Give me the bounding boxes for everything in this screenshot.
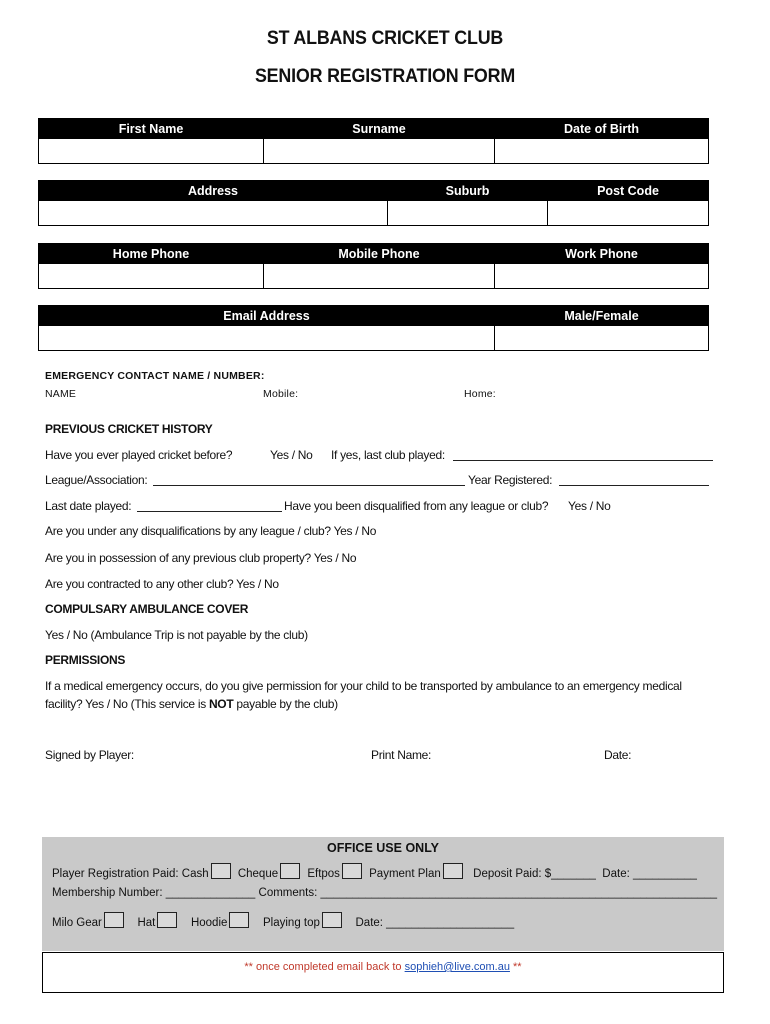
phone-table — [38, 243, 709, 289]
permissions-line-1: If a medical emergency occurs, do you give permission for your child to be transported by ambulance to an emergency medical — [45, 679, 682, 693]
milo-gear-label: Milo Gear — [52, 917, 102, 929]
postcode-field[interactable] — [548, 201, 709, 226]
suburb-field[interactable] — [388, 201, 548, 226]
first-name-field[interactable] — [39, 139, 264, 164]
payment-plan-label: Payment Plan — [369, 868, 441, 880]
notice-pre: ** once completed email back to — [244, 961, 405, 973]
last-club-line[interactable] — [453, 450, 713, 461]
last-date-label: Last date played: — [45, 499, 132, 513]
gear-row — [52, 912, 514, 929]
league-line[interactable] — [153, 475, 465, 486]
address-table — [38, 180, 709, 226]
home-phone-field[interactable] — [39, 264, 264, 289]
email-link[interactable]: sophieh@live.com.au — [404, 961, 510, 973]
signature-date-label: Date: — [604, 748, 632, 762]
cash-label: Cash — [181, 868, 209, 880]
home-phone-header: Home Phone — [39, 244, 264, 264]
played-before-question: Have you ever played cricket before? — [45, 448, 233, 462]
print-name-label: Print Name: — [371, 748, 432, 762]
payment-date-label[interactable]: Date: __________ — [602, 868, 697, 880]
hoodie-label: Hoodie — [190, 917, 228, 929]
address-header: Address — [39, 181, 388, 201]
permissions-heading: PERMISSIONS — [45, 653, 126, 667]
hoodie-checkbox[interactable] — [229, 912, 249, 928]
form-title: SENIOR REGISTRATION FORM — [254, 66, 516, 87]
email-notice — [42, 952, 724, 993]
suburb-header: Suburb — [388, 181, 548, 201]
cheque-checkbox[interactable] — [280, 863, 300, 879]
club-title: ST ALBANS CRICKET CLUB — [266, 28, 504, 49]
email-header: Email Address — [39, 306, 495, 326]
email-field[interactable] — [39, 326, 495, 351]
work-phone-header: Work Phone — [495, 244, 709, 264]
year-registered-label: Year Registered: — [468, 473, 553, 487]
address-field[interactable] — [39, 201, 388, 226]
postcode-header: Post Code — [548, 181, 709, 201]
permissions-line-2 — [45, 697, 338, 711]
comments-label[interactable]: Comments: ______________________________________________________________ — [258, 887, 718, 899]
signed-by-player-label: Signed by Player: — [45, 748, 134, 762]
club-property-question: Are you in possession of any previous club property? Yes / No — [45, 551, 357, 565]
surname-field[interactable] — [264, 139, 495, 164]
under-disqualification-question: Are you under any disqualifications by any league / club? Yes / No — [45, 524, 377, 538]
disqualified-answer[interactable]: Yes / No — [568, 499, 611, 513]
mobile-phone-field[interactable] — [264, 264, 495, 289]
hat-label: Hat — [137, 917, 156, 929]
payment-row — [52, 863, 697, 880]
milo-gear-checkbox[interactable] — [104, 912, 124, 928]
ambulance-text: Yes / No (Ambulance Trip is not payable by the club) — [45, 628, 308, 642]
contracted-question: Are you contracted to any other club? Yes / No — [45, 577, 279, 591]
playing-top-checkbox[interactable] — [322, 912, 342, 928]
permissions-not: NOT — [208, 697, 234, 711]
deposit-paid-label[interactable]: Deposit Paid: $_______ — [473, 868, 596, 880]
league-label: League/Association: — [45, 473, 148, 487]
membership-number-label[interactable]: Membership Number: ______________ — [52, 887, 256, 899]
dob-header: Date of Birth — [495, 119, 709, 139]
office-use-heading: OFFICE USE ONLY — [326, 841, 440, 855]
emergency-home-label: Home: — [464, 388, 496, 400]
emergency-heading: EMERGENCY CONTACT NAME / NUMBER: — [45, 370, 265, 382]
personal-details-table — [38, 118, 709, 164]
emergency-mobile-label: Mobile: — [263, 388, 299, 400]
ambulance-heading: COMPULSARY AMBULANCE COVER — [45, 602, 249, 616]
mobile-phone-header: Mobile Phone — [264, 244, 495, 264]
hat-checkbox[interactable] — [157, 912, 177, 928]
membership-row — [52, 887, 717, 899]
permissions-line-2-pre: facility? Yes / No (This service is — [45, 697, 209, 711]
registration-paid-label: Player Registration Paid: — [52, 868, 179, 880]
gender-header: Male/Female — [495, 306, 709, 326]
surname-header: Surname — [264, 119, 495, 139]
playing-top-label: Playing top — [263, 917, 320, 929]
emergency-name-label: NAME — [45, 388, 77, 400]
cheque-label: Cheque — [237, 868, 279, 880]
first-name-header: First Name — [39, 119, 264, 139]
eftpos-label: Eftpos — [307, 868, 340, 880]
gender-field[interactable] — [495, 326, 709, 351]
email-table — [38, 305, 709, 351]
last-club-label: If yes, last club played: — [331, 448, 445, 462]
work-phone-field[interactable] — [495, 264, 709, 289]
disqualified-question: Have you been disqualified from any league or club? — [284, 499, 549, 513]
payment-plan-checkbox[interactable] — [443, 863, 463, 879]
dob-field[interactable] — [495, 139, 709, 164]
eftpos-checkbox[interactable] — [342, 863, 362, 879]
year-registered-line[interactable] — [559, 475, 709, 486]
history-heading: PREVIOUS CRICKET HISTORY — [45, 422, 213, 436]
gear-date-label[interactable]: Date: ____________________ — [355, 917, 515, 929]
office-use-panel — [42, 837, 724, 951]
permissions-line-2-post: payable by the club) — [233, 697, 338, 711]
cash-checkbox[interactable] — [211, 863, 231, 879]
notice-post: ** — [509, 961, 522, 973]
played-before-answer[interactable]: Yes / No — [270, 448, 313, 462]
last-date-line[interactable] — [137, 501, 282, 512]
